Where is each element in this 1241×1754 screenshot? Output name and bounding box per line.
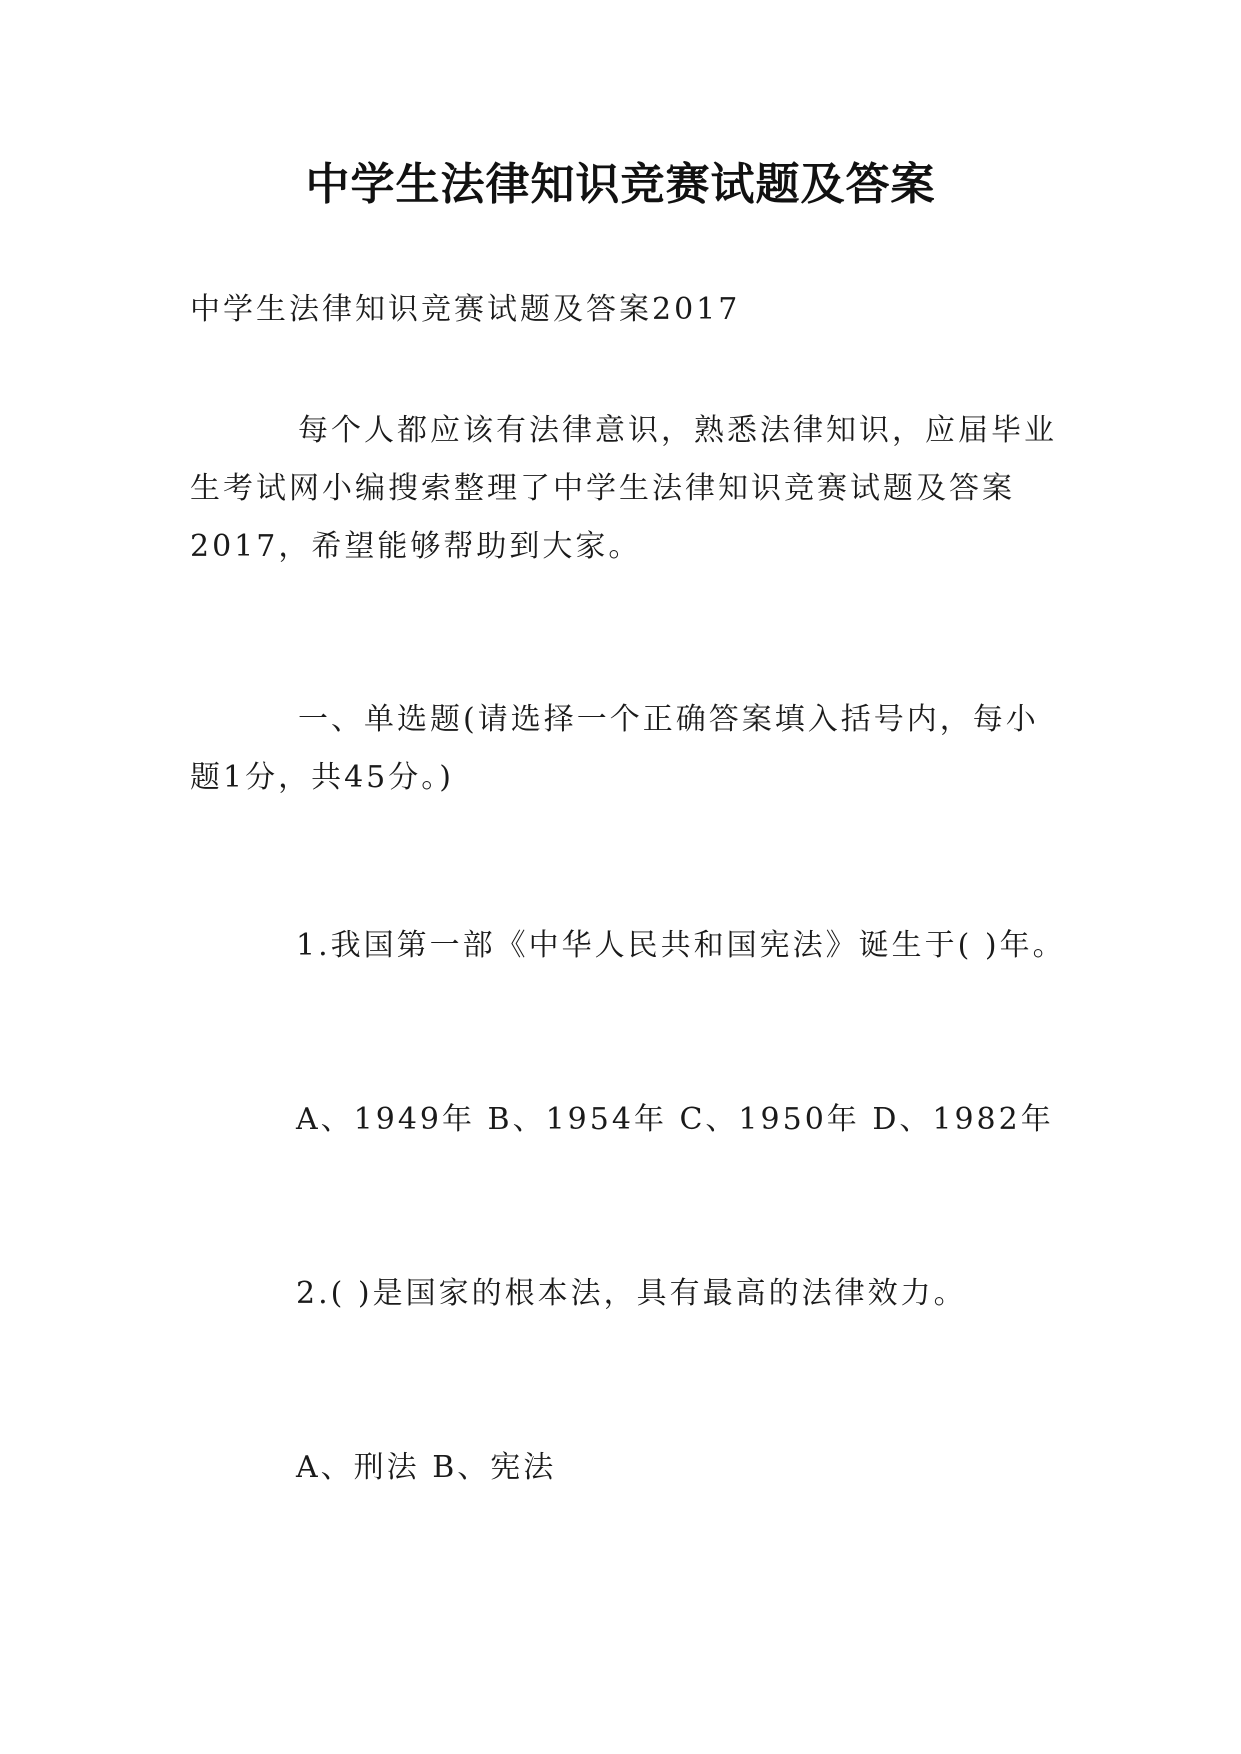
question-1-options: A、1949年 B、1954年 C、1950年 D、1982年 xyxy=(296,1102,1054,1137)
intro-paragraph: 每个人都应该有法律意识，熟悉法律知识，应届毕业生考试网小编搜索整理了中学生法律知识竞赛试题及答案2017，希望能够帮助到大家。 xyxy=(190,413,1057,564)
document-subtitle: 中学生法律知识竞赛试题及答案2017 xyxy=(190,292,741,327)
section-heading: 一、单选题(请选择一个正确答案填入括号内，每小题1分，共45分。) xyxy=(190,702,1039,795)
question-1: 1.我国第一部《中华人民共和国宪法》诞生于( )年。 xyxy=(296,928,1066,963)
page-title: 中学生法律知识竞赛试题及答案 xyxy=(305,159,936,210)
question-2-options: A、刑法 B、宪法 xyxy=(296,1450,557,1485)
question-2: 2.( )是国家的根本法，具有最高的法律效力。 xyxy=(296,1276,967,1311)
